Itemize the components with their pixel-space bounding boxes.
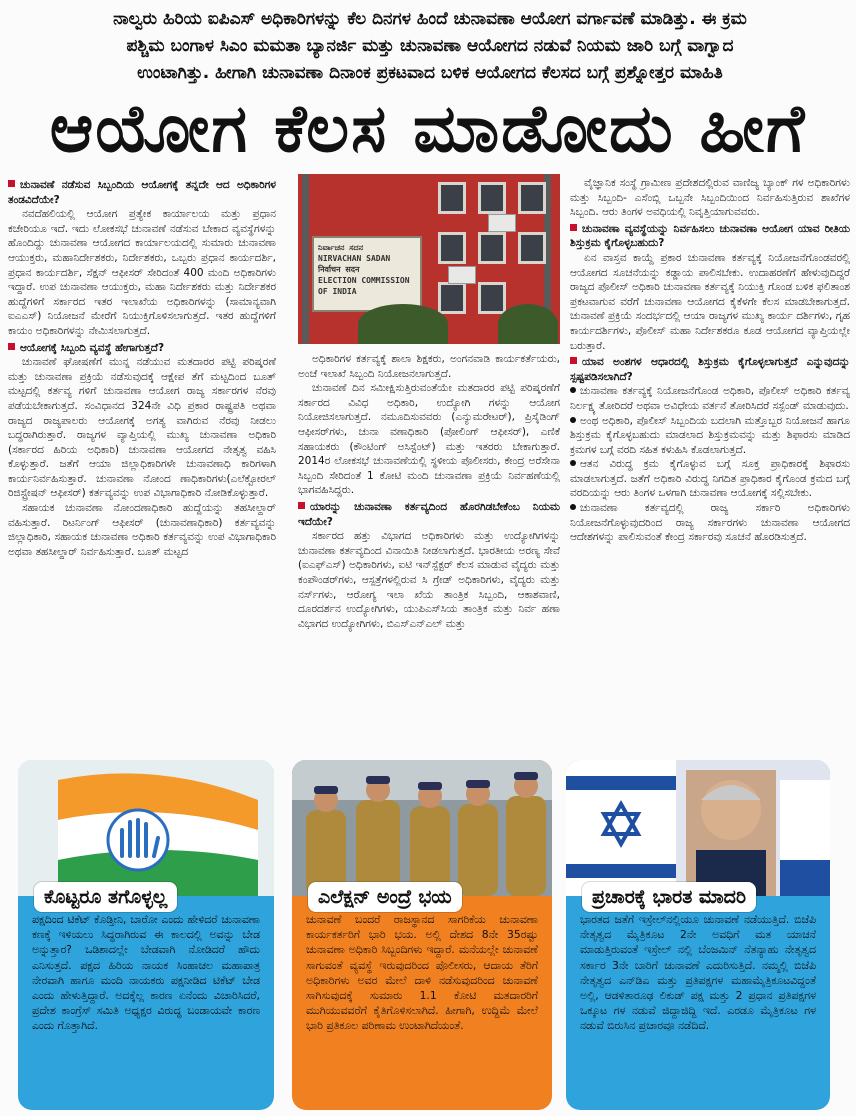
bullet-icon <box>570 224 577 231</box>
congress-hand-icon <box>18 760 274 896</box>
plants <box>358 304 448 344</box>
air-conditioner <box>488 214 516 232</box>
paragraph: ಅಧಿಕಾರಿಗಳ ಕರ್ತವ್ಯಕ್ಕೆ ಶಾಲಾ ಶಿಕ್ಷಕರು, ಅಂಗನವಾಡಿ ಕಾರ್ಯಕರ್ತೆಯರು, ಅಂಚೆ ಇಲಾಖೆ ಸಿಬ್ಬಂದಿ ನಿಯೋಜನಲಾಗುತ್ತದೆ. <box>298 353 560 380</box>
paragraph: ಸಹಾಯಕ ಚುನಾವಣಾ ನೋಂದಣಾಧಿಕಾರಿ ಹುದ್ದೆಯನ್ನು ತಹಸೀಲ್ದಾರ್ ವಹಿಸುತ್ತಾರೆ. ರಿಟರ್ನಿಂಗ್ ಆಫೀಸರ್ (ಚುನಾವಣಾಧಿಕಾರಿ) ಕರ್ತವ್ಯವನ್ನು ಜಿಲ್ಲಾಧಿಕಾರಿ, ಸಹಾಯಕ ಚುನಾವಣಾ ಅಧಿಕಾರಿ ಕರ್ತವ್ಯವನ್ನು ಉಪ ವಿಭಾಗಾಧಿಕಾರಿ ಅಥವಾ ತಹಸೀಲ್ದಾರ್ ನಿರ್ವಹಿಸುತ್ತಾರೆ. ಬೂತ್ ಮಟ್ಟದ <box>8 502 276 558</box>
congress-flag-image <box>18 760 274 896</box>
box-title: ಪ್ರಚಾರಕ್ಕೆ ಭಾರತ ಮಾದರಿ <box>582 882 756 912</box>
police-group-icon <box>292 760 552 896</box>
question-heading: ಚುನಾವಣೆ ನಡೆಸುವ ಸಿಬ್ಬಂದಿಯ ಆಯೋಗಕ್ಕೆ ತನ್ನದೇ ಆದ ಅಧಿಕಾರಿಗಳ ತಂಡವಿದೆಯೇ? <box>8 179 276 206</box>
dot-icon <box>570 460 576 466</box>
pole <box>302 174 309 344</box>
window <box>478 182 506 214</box>
paragraph: ಚುನಾವಣೆ ದಿನ ಸಮೀಕ್ಷಿಸುತ್ತಿರುವಂತೆಯೇ ಮತದಾರರ ಪಟ್ಟಿ ಪರಿಷ್ಕರಣೆಗೆ ಸರ್ಕಾರದ ವಿವಿಧ ಅಧಿಕಾರಿ, ಉದ್ಯೋಗಿ ಗಳನ್ನು ಆಯೋಗ ನಿಯೋಜಿಸಲಾಗುತ್ತದೆ. ನಮೂದಿಸುವವರು (ಎನ್ಯುಮರೇಟರ್), ಪ್ರಿಸೈಡಿಂಗ್ ಆಫೀಸರ್‌ಗಳು, ಚುನಾ ವಣಾಧಿಕಾರಿ (ಪೋಲಿಂಗ್ ಆಫೀಸರ್), ಎಣಿಕೆ ಸಹಾಯಕರು (ಕೌಂಟಿಂಗ್ ಅಸಿಸ್ಟೆಂಟ್) ಮತ್ತು ಇತರರು ಬೇಕಾಗುತ್ತಾರೆ. 2014ರ ಲೋಕಸಭೆ ಚುನಾವಣೆಯಲ್ಲಿ ಸ್ಥಳೀಯ ಪೊಲೀಸರು, ಕೇಂದ್ರ ಅರೆಸೇನಾ ಸಿಬ್ಬಂದಿ ಸೇರಿದಂತೆ 1 ಕೋಟಿ ಮಂದಿ ಚುನಾವಣಾ ಪ್ರಕ್ರಿಯೆ ನಿರ್ವಹಣೆಯಲ್ಲಿ ಭಾಗವಹಿಸಿದ್ದರು. <box>298 382 560 497</box>
window <box>518 232 546 264</box>
police-officers-image <box>292 760 552 896</box>
window <box>518 182 546 214</box>
sidebar-box-campaign <box>566 760 830 1110</box>
box-title: ಕೊಟ್ಟರೂ ತಗೊಳ್ಳಲ್ಲ <box>34 882 177 912</box>
sidebar-box-congress <box>18 760 274 1110</box>
paragraph: ಚುನಾವಣೆ ಘೋಷಣೆಗೆ ಮುನ್ನ ನಡೆಯುವ ಮತದಾರರ ಪಟ್ಟಿ ಪರಿಷ್ಕರಣೆ ಮತ್ತು ಚುನಾವಣಾ ಪ್ರಕ್ರಿಯೆ ನಡೆಸುವುದಕ್ಕೆ ಆಕ್ಷೇಪ ತೆಗೆ ಮಟ್ಟದಿಂದ ಬೂತ್ ಮಟ್ಟದಲ್ಲಿ ಕರ್ತವ್ಯ ಗಳಿಗೆ ಚುನಾವಣಾ ಆಯೋಗ ರಾಜ್ಯ ಸರ್ಕಾರಗಳ ನೆರವು ಪಡೆಯಬೇಕಾಗುತ್ತದೆ. ಸಂವಿಧಾನದ 324ನೇ ವಿಧಿ ಪ್ರಕಾರ ರಾಷ್ಟ್ರಪತಿ ಅಥವಾ ರಾಜ್ಯದ ರಾಜ್ಯಪಾಲರು ಆಯೋಗಕ್ಕೆ ಅಗತ್ಯ ವಾಗಿರುವ ನೆರವು ನೀಡಲು ಬದ್ಧರಾಗಿರುತ್ತಾರೆ. ರಾಜ್ಯಗಳ ವ್ಯಾಪ್ತಿಯಲ್ಲಿ ಮುಖ್ಯ ಚುನಾವಣಾ ಅಧಿಕಾರಿ (ಸರ್ಕಾರದ ಹಿರಿಯ ಅಧಿಕಾರಿ) ಚುನಾವಣಾ ಆಯೋಗದ ನೇತೃತ್ವ ವಹಿಸಿ ಕೊಳ್ಳುತ್ತಾರೆ. ಜತೆಗೆ ಆಯಾ ಜಿಲ್ಲಾಧಿಕಾರಿಗಳೇ ಚುನಾವಣಾಧಿ ಕಾರಿಗಳಾಗಿ ಕಾರ್ಯನಿರ್ವಹಿಸುತ್ತಾರೆ. ಚುನಾವಣಾ ನೋಂದ ಣಾಧಿಕಾರಿಗಳು(ಎಲೆಕ್ಟೋರಲ್ ರಿಜಿಸ್ಟ್ರೇಷನ್ ಆಫೀಸರ್) ಕರ್ತವ್ಯವನ್ನು ಉಪ ವಿಭಾಗಾಧಿಕಾರಿ ನೋಡಿಕೊಳ್ಳುತ್ತಾರೆ. <box>8 356 276 500</box>
election-commission-building-photo <box>298 174 560 344</box>
intro-line: ಪಶ್ಚಿಮ ಬಂಗಾಳ ಸಿಎಂ ಮಮತಾ ಬ್ಯಾನರ್ಜಿ ಮತ್ತು ಚುನಾವಣಾ ಆಯೋಗದ ನಡುವೆ ನಿಯಮ ಜಾರಿ ಬಗ್ಗೆ ವಾಗ್ವಾದ <box>126 36 734 56</box>
election-commission-signboard: ನಿರ್ವಾಚನ ಸದನ NIRVACHAN SADAN निर्वाचन सदन ELECTION COMMISSION OF INDIA <box>312 236 422 312</box>
bullet-icon <box>8 180 15 187</box>
paragraph: ಏನ ವಾಸ್ತವ ಕಾಯ್ದೆ ಪ್ರಕಾರ ಚುನಾವಣಾ ಕರ್ತವ್ಯಕ್ಕೆ ನಿಯೋಜನೆಗೊಂಡವರಲ್ಲಿ ಆಯೋಗದ ಸೂಚನೆಯನ್ನು ಕಡ್ಡಾಯ ಪಾಲಿಸಬೇಕು. ಉದಾಹರಣೆಗೆ ಹೇಳುವುದಿದ್ದರೆ ರಾಜ್ಯದ ಪೊಲೀಸ್ ಅಧಿಕಾರಿ ಚುನಾವಣಾ ಕರ್ತವ್ಯಕ್ಕೆ ನಿಯುಕ್ತಿ ಗೊಂಡ ಬಳಿಕ ಫಲಿತಾಂಶ ಪ್ರಕಟವಾಗುವ ವರೆಗೆ ಚುನಾವಣಾ ಆಯೋಗದ ಕೈಕೆಳಗೇ ಕೆಲಸ ಮಾಡಬೇಕಾಗುತ್ತದೆ. ಚುನಾವಣೆ ಪ್ರಕ್ರಿಯೆ ಸಂದರ್ಭದಲ್ಲಿ ಆಯಾ ರಾಜ್ಯಗಳ ಮುಖ್ಯ ಕಾರ್ಯ ದರ್ಶಿಗಳು, ಗೃಹ ಕಾರ್ಯದರ್ಶಿಗಳು, ಪೊಲೀಸ್ ಮಹಾ ನಿರ್ದೇಶಕರೂ ಕೂಡ ಆಯೋಗದ ವ್ಯಾಪ್ತಿಯಲ್ಲೇ ಬರುತ್ತಾರೆ. <box>570 251 850 352</box>
plants <box>498 304 558 344</box>
box-body: ಭಾರತದ ಜತೆಗೆ ಇಸ್ರೇಲ್‌ನಲ್ಲಿಯೂ ಚುನಾವಣೆ ನಡೆಯುತ್ತಿದೆ. ಬಿಜೆಪಿ ನೇತೃತ್ವದ ಮೈತ್ರಿಕೂಟ 2ನೇ ಅವಧಿಗೆ ಮತ ಯಾಚನೆ ಮಾಡುತ್ತಿರುವಂತೆ ಇಸ್ರೇಲ್ ನಲ್ಲಿ ಬೆಂಜಮಿನ್ ನೆತನ್ಯಾಹು ನೇತೃತ್ವದ ಸರ್ಕಾರ 3ನೇ ಬಾರಿಗೆ ಚುನಾವಣೆ ಎದುರಿಸುತ್ತಿದೆ. ನಮ್ಮಲ್ಲಿ ಬಿಜೆಪಿ ನೇತೃತ್ವದ ಎನ್‌ಡಿಎ ಮತ್ತು ಪ್ರತಿಪಕ್ಷಗಳ ಮಹಾಮೈತ್ರಿಕೂಟವಿದ್ದಂತೆ ಅಲ್ಲಿ, ಆಡಳಿತಾರೂಢ ಲಿಕುಡ್ ಪಕ್ಷ ಮತ್ತು 2 ಪ್ರಧಾನ ಪ್ರತಿಪಕ್ಷಗಳ ಒಕ್ಕೂಟ ಗಳ ನಡುವೆ ಜಿದ್ದಾಜಿದ್ದಿ ಇದೆ. ಎರಡೂ ಮೈತ್ರಿಕೂಟ ಗಳ ನಡುವೆ ಬಿರುಸಿನ ಪ್ರಚಾರವೂ ನಡೆದಿದೆ. <box>580 913 816 1033</box>
dot-icon <box>570 504 576 510</box>
dot-icon <box>570 387 576 393</box>
article-column-2 <box>298 352 560 750</box>
air-conditioner <box>448 266 476 284</box>
question-heading: ಚುನಾವಣಾ ವ್ಯವಸ್ಥೆಯನ್ನು ನಿರ್ವಹಿಸಲು ಚುನಾವಣಾ ಆಯೋಗ ಯಾವ ರೀತಿಯ ಶಿಸ್ತುಕ್ರಮ ಕೈಗೊಳ್ಳಬಹುದು? <box>570 222 850 250</box>
paragraph: ನವದೆಹಲಿಯಲ್ಲಿ ಆಯೋಗ ಪ್ರತ್ಯೇಕ ಕಾರ್ಯಾಲಯ ಮತ್ತು ಪ್ರಧಾನ ಕಚೇರಿಯೂ ಇದೆ. ಇದು ಲೋಕಸಭೆ ಚುನಾವಣೆ ನಡೆಸುವ ಬೇಕಾದ ವ್ಯವಸ್ಥೆಗಳನ್ನು ಹೊಂದಿದ್ದು ಚುನಾವಣಾ ಆಯೋಗದ ಕಾರ್ಯಾಲಯದಲ್ಲಿ ಸುಮಾರು ಚುನಾವಣಾ ಆಯುಕ್ತರು, ಮಹಾನಿರ್ದೇಶಕರು, ನಿರ್ದೇಶಕರು, ಒಬ್ಬರು ಪ್ರಧಾನ ಕಾರ್ಯದರ್ಶಿ, ಪ್ರಧಾನ ಕಾರ್ಯದರ್ಶಿ, ಸೆಕ್ಷನ್ ಆಫೀಸರ್ ಸೇರಿದಂತೆ 400 ಮಂದಿ ಅಧಿಕಾರಿಗಳು ಇದ್ದಾರೆ. ಉಪ ಚುನಾವಣಾ ಆಯುಕ್ತರು, ಮಹಾ ನಿರ್ದೇಶಕರು ಮತ್ತು ನಿರ್ದೇಶಕರ ಹುದ್ದೆಗಳಿಗೆ ಸರ್ಕಾರದ ಇತರ ಇಲಾಖೆಯ ಅಧಿಕಾರಿಗಳನ್ನು (ಸಾಮಾನ್ಯವಾಗಿ ಐಎಎಸ್) ನಿಯೋಜನೆ ಮೇರೆಗೆ ನಿಯುಕ್ತಿಗೊಳಿಸಲಾಗುತ್ತದೆ. ಇತರ ಹುದ್ದೆಗಳಿಗೆ ಕಾಯಂ ಅಧಿಕಾರಿಗಳನ್ನು ನೇಮಿಸಲಾಗುತ್ತದೆ. <box>8 208 276 337</box>
bullet-icon <box>298 502 305 509</box>
bullet-icon <box>8 343 15 350</box>
window <box>438 232 466 264</box>
article-column-3 <box>570 176 850 750</box>
intro-text <box>30 6 830 87</box>
box-body: ಪಕ್ಷದಿಂದ ಟಿಕೆಟ್ ಕೊಡ್ತೀನಿ, ಬಾರೋ ಎಂದು ಹೇಳಿದರೆ ಚುನಾವಣಾ ಕಣಕ್ಕೆ ಇಳಿಯಲು ಸಿದ್ಧರಾಗಿರುವ ಈ ಕಾಲದಲ್ಲಿ ಅವನ್ನು ಬೇಡ ಅನ್ನುತ್ತಾರ? ಒಡಿಶಾದಲ್ಲೇ ಬೇಡವಾಗಿ ನೋಡಿದರೆ ಹೌದು ಎನಿಸುತ್ತದೆ. ಪಕ್ಷದ ಹಿರಿಯ ನಾಯಕ ಸಿಂಹಾಚಲ ಮಹಾಪಾತ್ರ ನೇರವಾಗಿ ಹಾಗೂ ಮಂದಿ ನಾಯಕರು ಪಕ್ಷನೀಡಿದ ಟಿಕೆಟ್ ಬೇಡ ಎಂದು ಹೇಳುತ್ತಿದ್ದಾರೆ. ಅದಕ್ಕೆಲ್ಲ ಕಾರಣ ಏನೆಂದು ವಿಚಾರಿಸಿದರೆ, ಪ್ರದೇಶ ಕಾಂಗ್ರೆಸ್ ಸಮಿತಿ ಅಧ್ಯಕ್ಷರ ವಿರುದ್ಧ ಬಂಡಾಯವೇ ಕಾರಣ ಎಂದು ಗೊತ್ತಾಗಿದೆ. <box>32 913 260 1033</box>
window <box>478 282 506 314</box>
question-heading: ಯಾವ ಅಂಶಗಳ ಆಧಾರದಲ್ಲಿ ಶಿಸ್ತುಕ್ರಮ ಕೈಗೊಳ್ಳಲಾಗುತ್ತದೆ ಎನ್ನುವುದನ್ನು ಸ್ಪಷ್ಟಪಡಿಸಲಾಗಿದೆ? <box>570 356 850 383</box>
window <box>438 182 466 214</box>
question-heading: ಆಯೋಗಕ್ಕೆ ಸಿಬ್ಬಂದಿ ವ್ಯವಸ್ಥೆ ಹೇಗಾಗುತ್ತದೆ? <box>8 341 276 356</box>
intro-line: ನಾಲ್ವರು ಹಿರಿಯ ಐಪಿಎಸ್ ಅಧಿಕಾರಿಗಳನ್ನು ಕೆಲ ದಿನಗಳ ಹಿಂದೆ ಚುನಾವಣಾ ಆಯೋಗ ವರ್ಗಾವಣೆ ಮಾಡಿತ್ತು. ಈ ಕ್ರಮ <box>113 9 747 29</box>
window <box>478 232 506 264</box>
box-body: ಚುನಾವಣೆ ಬಂದರೆ ರಾಜಸ್ಥಾನದ ಸಾಗರಿಕೆಯ ಚುನಾವಣಾ ಕಾರ್ಯಕರ್ತರಿಗೆ ಭಾರಿ ಭಯ. ಅಲ್ಲಿ ದೇಶದ 8ನೇ 35ರಷ್ಟು ಚುನಾವಣಾ ಅಧಿಕಾರಿ ಸಿಬ್ಬಂದಿಗಳು ಇದ್ದಾರೆ. ಮನೆಯಲ್ಲೇ ಚುನಾವಣೆ ಸಾಗುವಂತೆ ವ್ಯವಸ್ಥೆ ಇರುವುದರಿಂದ ಪೊಲೀಸರು, ಆದಾಯ ತೆರಿಗೆ ಅಧಿಕಾರಿಗಳು ಅವರ ಮೇಲೆ ದಾಳಿ ನಡೆಸುವುದರಿಂದ ಚುನಾವಣೆ ಸಾಗಿಸುವುದಕ್ಕೆ ಸುಮಾರು 1.1 ಕೋಟಿ ಮತದಾರರಿಗೆ ಮುಗಿಯುವವರೆಗೆ ಕೈತಿಗೊಳಿಸಲಾಗಿದೆ. ಹೀಗಾಗಿ, ಉದ್ದಿಮೆ ಮೇಲೆ ಭಾರಿ ಪ್ರತಿಕೂಲ ಪರಿಣಾಮ ಉಂಟಾಗಿದೆಯಂತೆ. <box>306 913 538 1033</box>
israel-flag-portrait-icon <box>566 760 830 896</box>
bullet-point: ಆತನ ವಿರುದ್ಧ ಕ್ರಮ ಕೈಗೊಳ್ಳುವ ಬಗ್ಗೆ ಸೂಕ್ತ ಪ್ರಾಧಿಕಾರಕ್ಕೆ ಶಿಫಾರಸು ಮಾಡಲಾಗುತ್ತದೆ. ಜತೆಗೆ ಅಧಿಕಾರಿ ವಿರುದ್ಧ ನಿಗದಿತ ಪ್ರಾಧಿಕಾರ ಕೈಗೊಂಡ ಕ್ರಮದ ಬಗ್ಗೆ ವರದಿಯನ್ನು ಆರು ತಿಂಗಳ ಒಳಗಾಗಿ ಚುನಾವಣಾ ಆಯೋಗಕ್ಕೆ ಸಲ್ಲಿಸಬೇಕು. <box>570 458 850 500</box>
headline: ಆಯೋಗ ಕೆಲಸ ಮಾಡೋದು ಹೀಗೆ <box>49 90 807 167</box>
box-title: ಎಲೆಕ್ಷನ್ ಅಂದ್ರೆ ಭಯ <box>308 882 462 912</box>
sidebar-box-election-fear <box>292 760 552 1110</box>
question-heading: ಯಾರನ್ನು ಚುನಾವಣಾ ಕರ್ತವ್ಯದಿಂದ ಹೊರಗಿಡಬೇಕೆಂಬ ನಿಯಮ ಇದೆಯೇ? <box>298 500 560 528</box>
paragraph: ವೈಜ್ಞಾನಿಕ ಸಂಸ್ಥೆ ಗ್ರಾಮೀಣ ಪ್ರದೇಶದಲ್ಲಿರುವ ವಾಣಿಜ್ಯ ಬ್ಯಾಂಕ್ ಗಳ ಅಧಿಕಾರಿಗಳು ಮತ್ತು ಸಿಬ್ಬಂದಿ- ಎಸೆಂಬ್ಲಿ ಒಬ್ಬನೇ ಸಿಬ್ಬಂದಿಯಿಂದ ನಿರ್ವಹಿಸುತ್ತಿರುವ ಶಾಖೆಗಳ ಸಿಬ್ಬಂದಿ. ಆರು ತಿಂಗಳ ಅವಧಿಯಲ್ಲಿ ನಿವೃತ್ತಿಯಾಗುವವರು. <box>570 177 850 219</box>
bullet-point: ಅಂಥ ಅಧಿಕಾರಿ, ಪೊಲೀಸ್ ಸಿಬ್ಬಂದಿಯ ಬದಲಾಗಿ ಮತ್ತೊಬ್ಬರ ನಿಯೋಜನೆ ಹಾಗೂ ಶಿಸ್ತುಕ್ರಮ ಕೈಗೊಳ್ಳಬಹುದು ಮಾಡಲಾದ ಶಿಸ್ತುಕ್ರಮವನ್ನು ಮತ್ತು ಶಿಫಾರಸು ಮಾಡಿದ ಕ್ರಮಗಳ ಬಗ್ಗೆ ವರದಿ ಸಹಿತ ಕಳುಹಿಸಿ ಕೊಡಲಾಗುತ್ತದೆ. <box>570 414 850 456</box>
article-column-1 <box>8 176 276 750</box>
bullet-point: ಚುನಾವಣಾ ಕರ್ತವ್ಯದಲ್ಲಿ ರಾಜ್ಯ ಸರ್ಕಾರಿ ಅಧಿಕಾರಿಗಳು ನಿಯೋಜನೆಗೊಳ್ಳುವುದರಿಂದ ರಾಜ್ಯ ಸರ್ಕಾರಗಳು ಚುನಾವಣಾ ಆಯೋಗದ ಆದೇಶಗಳನ್ನು ಪಾಲಿಸುವಂತೆ ಕೇಂದ್ರ ಸರ್ಕಾರವು ಸೂಚನೆ ಹೊರಡಿಸುತ್ತದೆ. <box>570 502 850 544</box>
dot-icon <box>570 417 576 423</box>
netanyahu-poster-image <box>566 760 830 896</box>
bullet-icon <box>570 357 577 364</box>
intro-line: ಉಂಟಾಗಿತ್ತು. ಹೀಗಾಗಿ ಚುನಾವಣಾ ದಿನಾಂಕ ಪ್ರಕಟವಾದ ಬಳಿಕ ಆಯೋಗದ ಕೆಲಸದ ಬಗ್ಗೆ ಪ್ರಶ್ನೋತ್ತರ ಮಾಹಿತಿ <box>137 63 723 83</box>
paragraph: ಸರ್ಕಾರದ ಹತ್ತು ವಿಭಾಗದ ಅಧಿಕಾರಿಗಳು ಮತ್ತು ಉದ್ಯೋಗಿಗಳನ್ನು ಚುನಾವಣಾ ಕರ್ತವ್ಯದಿಂದ ವಿನಾಯಿತಿ ನೀಡಲಾಗುತ್ತದೆ. ಭಾರತೀಯ ಅರಣ್ಯ ಸೇವೆ (ಐಎಫ್ಎಸ್) ಅಧಿಕಾರಿಗಳು, ಐಟಿ ಇನ್‌ಸ್ಪೆಕ್ಟರ್ ಕೆಲಸ ಮಾಡುವ ವೈದ್ಯರು ಮತ್ತು ಕಂಪೌಂಡರ್‌ಗಳು, ಆಸ್ಪತ್ರೆಗಳಲ್ಲಿರುವ ಸಿ ಗ್ರೇಡ್ ಅಧಿಕಾರಿಗಳು, ವೈದ್ಯರು ಮತ್ತು ನರ್ಸ್‌ಗಳು, ಆರೋಗ್ಯ ಇಲಾ ಖೆಯ ತಾಂತ್ರಿಕ ಸಿಬ್ಬಂದಿ, ಆಕಾಶವಾಣಿ, ದೂರದರ್ಶನ ಉದ್ಯೋಗಿಗಳು, ಯುಪಿಎಸ್‌ಸಿಯ ತಾಂತ್ರಿಕ ಮತ್ತು ನಿರ್ವ ಹಣಾ ವಿಭಾಗದ ಉದ್ಯೋಗಿಗಳು, ಬಿಎಸ್ಎನ್ಎಲ್ ಮತ್ತು <box>298 530 560 630</box>
bullet-point: ಚುನಾವಣಾ ಕರ್ತವ್ಯಕ್ಕೆ ನಿಯೋಜನೆಗೊಂಡ ಅಧಿಕಾರಿ, ಪೊಲೀಸ್ ಅಧಿಕಾರಿ ಕರ್ತವ್ಯ ನಿರ್ಲಕ್ಷ್ಯ ತೋರಿದರೆ ಅಥವಾ ಅವಿಧೇಯ ವರ್ತನೆ ತೋರಿಸಿದರೆ ಸಸ್ಪೆಂಡ್ ಮಾಡುವುದು. <box>570 385 850 412</box>
window <box>438 282 466 314</box>
